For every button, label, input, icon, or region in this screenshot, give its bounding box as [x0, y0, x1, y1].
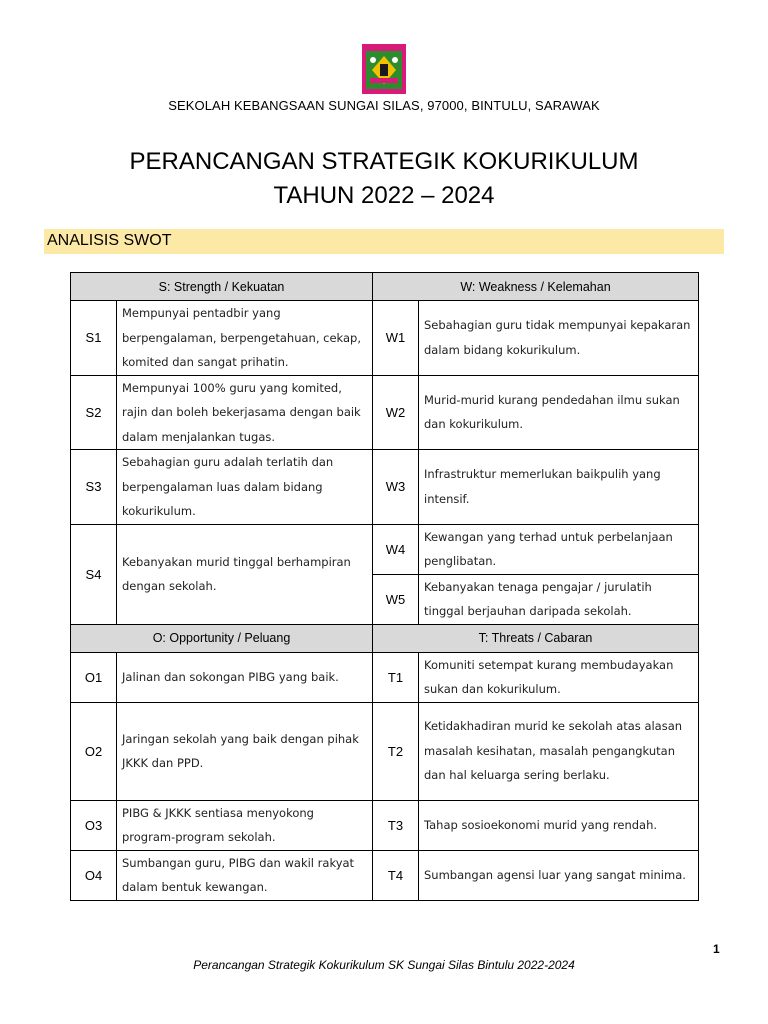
opportunity-text: PIBG & JKKK sentiasa menyokong program-program sekolah.	[117, 800, 373, 850]
strength-code: S1	[71, 301, 117, 376]
opportunity-text: Jalinan dan sokongan PIBG yang baik.	[117, 652, 373, 702]
table-row	[71, 702, 699, 800]
title-line-1: PERANCANGAN STRATEGIK KOKURIKULUM	[129, 148, 639, 175]
section-heading-bar	[44, 229, 724, 254]
threat-code: T1	[373, 652, 419, 702]
opportunity-header: O: Opportunity / Peluang	[71, 624, 373, 652]
table-header-row	[71, 273, 699, 301]
table-header-row	[71, 624, 699, 652]
page-number: 1	[713, 942, 720, 956]
strength-code: S3	[71, 450, 117, 525]
school-crest-logo	[360, 44, 408, 94]
weakness-code: W2	[373, 375, 419, 450]
title-line-2: TAHUN 2022 – 2024	[273, 182, 495, 209]
strength-text: Kebanyakan murid tinggal berhampiran dengan sekolah.	[117, 524, 373, 624]
table-row	[71, 850, 699, 900]
weakness-text: Kewangan yang terhad untuk perbelanjaan penglibatan.	[419, 524, 699, 574]
threat-text: Tahap sosioekonomi murid yang rendah.	[419, 800, 699, 850]
threat-code: T4	[373, 850, 419, 900]
strength-text: Mempunyai pentadbir yang berpengalaman, berpengetahuan, cekap, komited dan sangat prihatin.	[117, 301, 373, 376]
weakness-code: W5	[373, 574, 419, 624]
strength-text: Mempunyai 100% guru yang komited, rajin dan boleh bekerjasama dengan baik dalam menjalankan tugas.	[117, 375, 373, 450]
threats-header: T: Threats / Cabaran	[373, 624, 699, 652]
table-row	[71, 301, 699, 376]
strength-text: Sebahagian guru adalah terlatih dan berpengalaman luas dalam bidang kokurikulum.	[117, 450, 373, 525]
table-row	[71, 800, 699, 850]
weakness-text: Murid-murid kurang pendedahan ilmu sukan dan kokurikulum.	[419, 375, 699, 450]
weakness-code: W1	[373, 301, 419, 376]
strength-code: S4	[71, 524, 117, 624]
opportunity-text: Sumbangan guru, PIBG dan wakil rakyat dalam bentuk kewangan.	[117, 850, 373, 900]
threat-text: Sumbangan agensi luar yang sangat minima.	[419, 850, 699, 900]
document-title	[0, 145, 768, 213]
table-row	[71, 375, 699, 450]
threat-text: Komuniti setempat kurang membudayakan sukan dan kokurikulum.	[419, 652, 699, 702]
section-heading: ANALISIS SWOT	[47, 232, 172, 249]
opportunity-code: O2	[71, 702, 117, 800]
weakness-text: Infrastruktur memerlukan baikpulih yang intensif.	[419, 450, 699, 525]
weakness-text: Kebanyakan tenaga pengajar / jurulatih tinggal berjauhan daripada sekolah.	[419, 574, 699, 624]
weakness-code: W4	[373, 524, 419, 574]
opportunity-text: Jaringan sekolah yang baik dengan pihak JKKK dan PPD.	[117, 702, 373, 800]
page-footer: Perancangan Strategik Kokurikulum SK Sungai Silas Bintulu 2022-2024	[193, 958, 575, 972]
threat-code: T3	[373, 800, 419, 850]
weakness-code: W3	[373, 450, 419, 525]
weakness-text: Sebahagian guru tidak mempunyai kepakaran dalam bidang kokurikulum.	[419, 301, 699, 376]
threat-code: T2	[373, 702, 419, 800]
strength-code: S2	[71, 375, 117, 450]
table-row	[71, 450, 699, 525]
opportunity-code: O3	[71, 800, 117, 850]
opportunity-code: O4	[71, 850, 117, 900]
table-row	[71, 652, 699, 702]
table-row	[71, 524, 699, 574]
strength-header: S: Strength / Kekuatan	[71, 273, 373, 301]
school-name: SEKOLAH KEBANGSAAN SUNGAI SILAS, 97000, BINTULU, SARAWAK	[168, 98, 600, 113]
opportunity-code: O1	[71, 652, 117, 702]
swot-table	[70, 272, 699, 901]
threat-text: Ketidakhadiran murid ke sekolah atas alasan masalah kesihatan, masalah pengangkutan dan hal keluarga sering berlaku.	[419, 702, 699, 800]
weakness-header: W: Weakness / Kelemahan	[373, 273, 699, 301]
